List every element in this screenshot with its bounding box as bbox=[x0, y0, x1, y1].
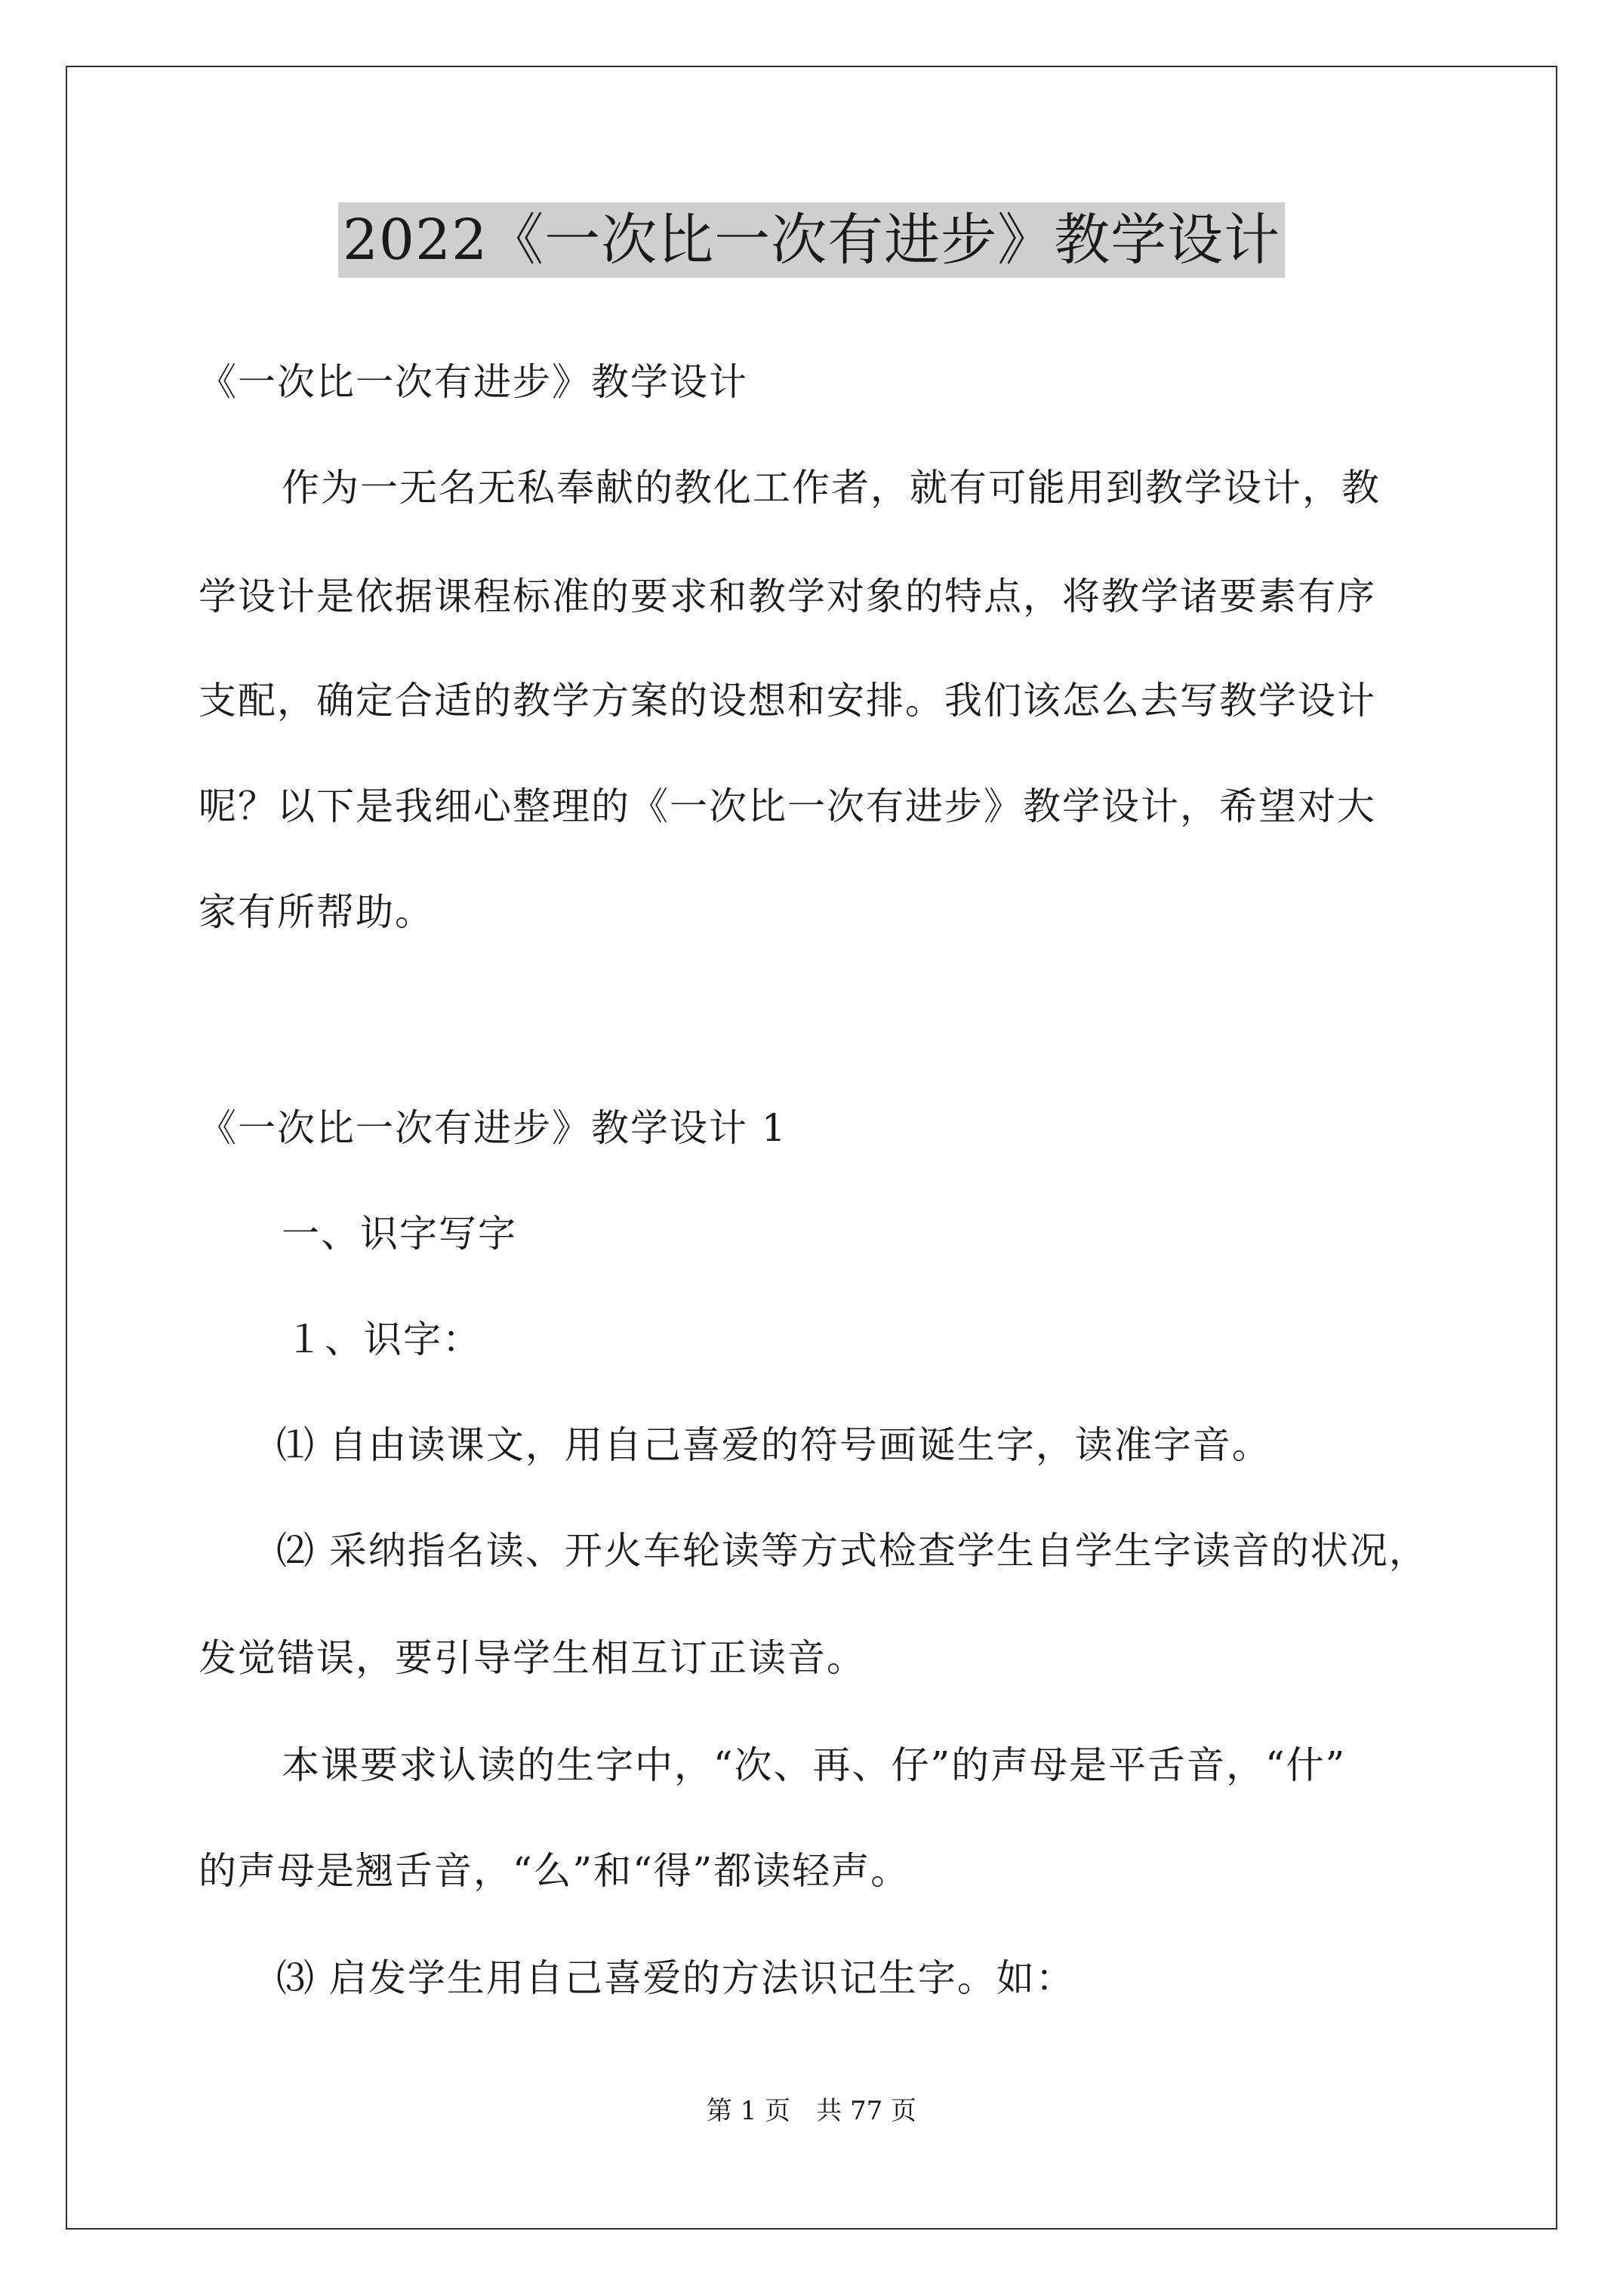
paragraph-line: 本课要求认读的生字中，“次、再、仔”的声母是平舌音，“什” bbox=[282, 1743, 1347, 1787]
list-item: ⑵ 采纳指名读、开火车轮读等方式检查学生自学生字读音的状况， bbox=[276, 1529, 1428, 1573]
paragraph-line: 的声母是翘舌音，“么”和“得”都读轻声。 bbox=[199, 1849, 910, 1893]
paragraph-line: 作为一无名无私奉献的教化工作者，就有可能用到教学设计，教 bbox=[282, 466, 1381, 510]
section-heading: 《一次比一次有进步》教学设计 1 bbox=[199, 1106, 787, 1150]
list-item: ⑶ 启发学生用自己喜爱的方法识记生字。如： bbox=[276, 1956, 1075, 2000]
list-heading: １、识字： bbox=[285, 1318, 482, 1361]
list-item: ⑴ 自由读课文，用自己喜爱的符号画诞生字，读准字音。 bbox=[276, 1423, 1271, 1467]
paragraph-line: 呢？以下是我细心整理的《一次比一次有进步》教学设计，希望对大 bbox=[199, 784, 1376, 828]
paragraph-line: 学设计是依据课程标准的要求和教学对象的特点，将教学诸要素有序 bbox=[199, 575, 1376, 618]
paragraph-line: 家有所帮助。 bbox=[199, 890, 434, 934]
paragraph-line: 发觉错误，要引导学生相互订正读音。 bbox=[199, 1636, 866, 1680]
subtitle: 《一次比一次有进步》教学设计 bbox=[199, 360, 748, 404]
title-container bbox=[0, 202, 1623, 278]
document-title: 2022《一次比一次有进步》教学设计 bbox=[338, 202, 1285, 278]
paragraph-line: 支配，确定合适的教学方案的设想和安排。我们该怎么去写教学设计 bbox=[199, 679, 1376, 723]
page-footer: 第 1 页 共 77 页 bbox=[706, 2096, 917, 2126]
subsection-heading: 一、识字写字 bbox=[282, 1212, 517, 1256]
